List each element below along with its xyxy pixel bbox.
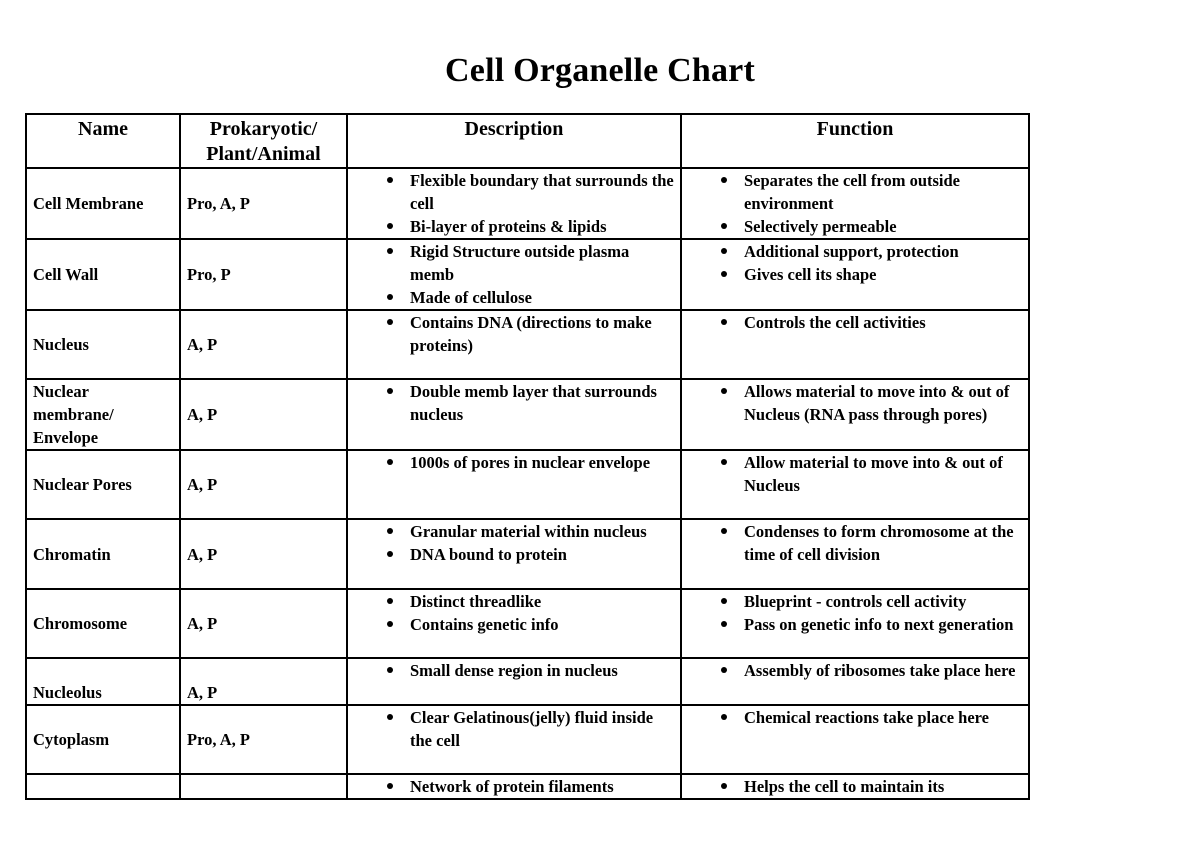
function-item: Additional support, protection [744, 240, 1022, 263]
description-list [354, 775, 674, 798]
function-item: Helps the cell to maintain its [744, 775, 1022, 798]
function-item: Assembly of ribosomes take place here [744, 659, 1022, 682]
function-item: Chemical reactions take place here [744, 706, 1022, 729]
organelle-name: Nuclear membrane/ Envelope [26, 379, 180, 450]
description-cell [347, 589, 681, 658]
table-row [26, 239, 1029, 310]
table-row [26, 774, 1029, 799]
description-cell [347, 658, 681, 705]
description-list [354, 451, 674, 474]
description-cell [347, 379, 681, 450]
function-cell [681, 705, 1029, 774]
function-list [688, 451, 1022, 497]
table-row [26, 658, 1029, 705]
function-list [688, 240, 1022, 286]
header-type [180, 114, 347, 168]
table-row [26, 519, 1029, 589]
function-cell [681, 589, 1029, 658]
table-row [26, 705, 1029, 774]
organelle-name: Nucleolus [26, 658, 180, 705]
function-cell [681, 379, 1029, 450]
function-item: Allow material to move into & out of Nucleus [744, 451, 1022, 497]
function-list [688, 706, 1022, 729]
table-row [26, 379, 1029, 450]
function-item: Selectively permeable [744, 215, 1022, 238]
description-item: Made of cellulose [410, 286, 674, 309]
description-item: 1000s of pores in nuclear envelope [410, 451, 674, 474]
description-item: Clear Gelatinous(jelly) fluid inside the cell [410, 706, 674, 752]
description-list [354, 590, 674, 636]
function-item: Blueprint - controls cell activity [744, 590, 1022, 613]
function-list [688, 520, 1022, 566]
description-cell [347, 705, 681, 774]
organelle-type: A, P [180, 310, 347, 379]
function-list [688, 380, 1022, 426]
description-cell [347, 450, 681, 519]
description-item: Contains genetic info [410, 613, 674, 636]
organelle-type: Pro, A, P [180, 168, 347, 239]
organelle-type: A, P [180, 450, 347, 519]
description-item: Double memb layer that surrounds nucleus [410, 380, 674, 426]
header-name: Name [26, 114, 180, 168]
function-list [688, 659, 1022, 682]
description-list [354, 520, 674, 566]
description-item: Contains DNA (directions to make proteins) [410, 311, 674, 357]
description-item: Small dense region in nucleus [410, 659, 674, 682]
organelle-type: A, P [180, 379, 347, 450]
description-item: Network of protein filaments [410, 775, 674, 798]
function-list [688, 169, 1022, 238]
description-item: Flexible boundary that surrounds the cell [410, 171, 674, 213]
description-cell [347, 239, 681, 310]
table-row [26, 589, 1029, 658]
function-cell [681, 450, 1029, 519]
organelle-type [180, 774, 347, 799]
description-item: Rigid Structure outside plasma memb [410, 240, 674, 286]
organelle-name: Chromatin [26, 519, 180, 589]
header-type-line2: Plant/Animal [206, 143, 321, 165]
description-cell [347, 774, 681, 799]
function-cell [681, 168, 1029, 239]
organelle-table [25, 113, 1030, 800]
function-cell [681, 519, 1029, 589]
function-item: Separates the cell from outside environment [744, 169, 1022, 215]
description-cell [347, 519, 681, 589]
header-type-line1: Prokaryotic/ [209, 118, 318, 140]
function-item: Allows material to move into & out of Nucleus (RNA pass through pores) [744, 380, 1022, 426]
description-item: Bi-layer of proteins & lipids [410, 215, 674, 238]
organelle-type: A, P [180, 519, 347, 589]
header-row [26, 114, 1029, 168]
organelle-name: Cytoplasm [26, 705, 180, 774]
header-function: Function [681, 114, 1029, 168]
description-list [354, 380, 674, 426]
function-item: Pass on genetic info to next generation [744, 613, 1022, 636]
description-list [354, 311, 674, 357]
organelle-name: Cell Membrane [26, 168, 180, 239]
function-item: Gives cell its shape [744, 263, 1022, 286]
function-cell [681, 658, 1029, 705]
table-row [26, 310, 1029, 379]
organelle-name: Nucleus [26, 310, 180, 379]
page-title: Cell Organelle Chart [445, 52, 755, 89]
function-cell [681, 774, 1029, 799]
organelle-type: Pro, P [180, 239, 347, 310]
organelle-type: A, P [180, 589, 347, 658]
description-item: Distinct threadlike [410, 590, 674, 613]
description-list [354, 169, 674, 238]
description-list [354, 706, 674, 752]
header-description: Description [347, 114, 681, 168]
organelle-name: Nuclear Pores [26, 450, 180, 519]
function-list [688, 590, 1022, 636]
description-cell [347, 168, 681, 239]
organelle-type: A, P [180, 658, 347, 705]
table-body [26, 168, 1029, 799]
description-list [354, 240, 674, 309]
description-item: DNA bound to protein [410, 543, 674, 566]
function-cell [681, 310, 1029, 379]
function-list [688, 311, 1022, 334]
description-list [354, 659, 674, 682]
function-list [688, 775, 1022, 798]
organelle-name: Cell Wall [26, 239, 180, 310]
organelle-name [26, 774, 180, 799]
function-cell [681, 239, 1029, 310]
table-row [26, 450, 1029, 519]
organelle-name: Chromosome [26, 589, 180, 658]
description-item: Granular material within nucleus [410, 520, 674, 543]
function-item: Controls the cell activities [744, 311, 1022, 334]
description-cell [347, 310, 681, 379]
table-row [26, 168, 1029, 239]
organelle-type: Pro, A, P [180, 705, 347, 774]
function-item: Condenses to form chromosome at the time of cell division [744, 520, 1022, 566]
